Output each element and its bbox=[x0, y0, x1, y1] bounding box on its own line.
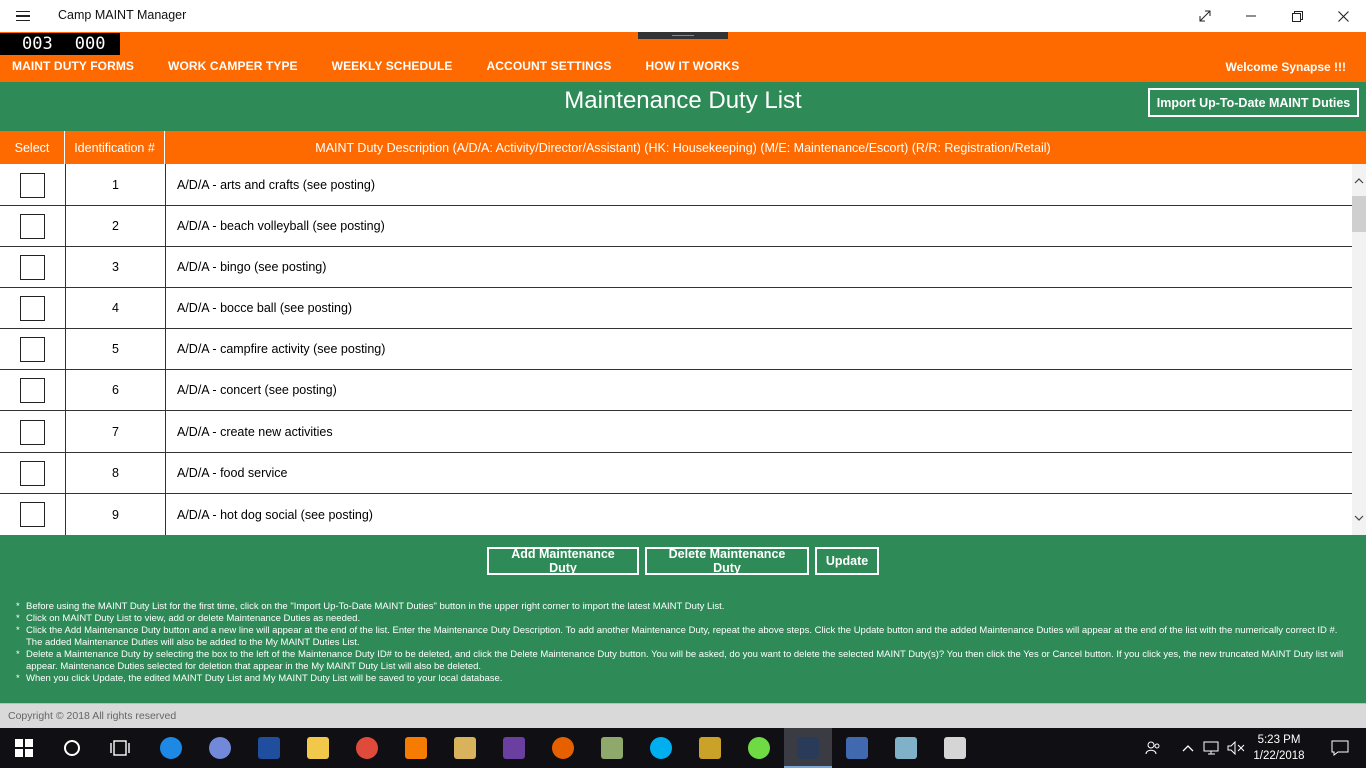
taskbar-app-photos-icon[interactable] bbox=[588, 728, 636, 768]
mail-icon bbox=[454, 737, 476, 759]
scroll-thumb[interactable] bbox=[1352, 196, 1366, 232]
instruction-item: * Click on MAINT Duty List to view, add or delete Maintenance Duties as needed. bbox=[16, 613, 1356, 625]
taskbar-clock[interactable] bbox=[1246, 732, 1312, 764]
table-scrollbar[interactable] bbox=[1352, 164, 1366, 535]
visual-studio-icon bbox=[503, 737, 525, 759]
title-bar bbox=[0, 0, 1366, 32]
notes-icon bbox=[895, 737, 917, 759]
header-bar bbox=[0, 32, 1366, 82]
row-checkbox[interactable] bbox=[20, 255, 45, 280]
row-id: 8 bbox=[66, 453, 166, 493]
camp-maint-icon bbox=[797, 737, 819, 759]
table-row bbox=[0, 494, 1352, 535]
actions-panel bbox=[0, 535, 1366, 703]
row-checkbox[interactable] bbox=[20, 173, 45, 198]
taskbar-app-tools-icon[interactable] bbox=[686, 728, 734, 768]
skype-icon bbox=[650, 737, 672, 759]
row-checkbox[interactable] bbox=[20, 420, 45, 445]
row-description: A/D/A - bingo (see posting) bbox=[177, 260, 327, 274]
fullscreen-icon[interactable] bbox=[1182, 0, 1228, 32]
row-description: A/D/A - food service bbox=[177, 466, 288, 480]
row-description: A/D/A - beach volleyball (see posting) bbox=[177, 219, 385, 233]
footer bbox=[0, 703, 1366, 728]
clock-date: 1/22/2018 bbox=[1253, 750, 1305, 762]
discord-icon bbox=[209, 737, 231, 759]
row-id: 1 bbox=[66, 164, 166, 205]
instruction-item: * Click the Add Maintenance Duty button and a new line will appear at the end of the list. Enter the Maintenance Duty Description. To add another Maintenance Duty, repeat the above steps. Click the Update button and the added Maintenance Duties will appear at the end of the list with the numerically correct ID #. The added Maintenance Duties will also be added to the My MAINT Duties List. bbox=[16, 625, 1356, 649]
row-description: A/D/A - campfire activity (see posting) bbox=[177, 342, 386, 356]
torch-icon bbox=[405, 737, 427, 759]
row-id: 6 bbox=[66, 370, 166, 410]
page-title: Maintenance Duty List bbox=[564, 87, 802, 114]
nav-maint-duty-forms[interactable]: MAINT DUTY FORMS bbox=[12, 59, 135, 73]
row-checkbox[interactable] bbox=[20, 214, 45, 239]
action-buttons bbox=[0, 547, 1366, 575]
edge-icon bbox=[160, 737, 182, 759]
taskbar-app-firefox-icon[interactable] bbox=[539, 728, 587, 768]
row-description: A/D/A - hot dog social (see posting) bbox=[177, 507, 373, 522]
taskbar-app-file-explorer-icon[interactable] bbox=[294, 728, 342, 768]
row-id: 2 bbox=[66, 206, 166, 246]
taskbar-app-vc-icon[interactable] bbox=[245, 728, 293, 768]
row-description: A/D/A - bocce ball (see posting) bbox=[177, 301, 353, 315]
nav-work-camper-type[interactable]: WORK CAMPER TYPE bbox=[168, 59, 298, 73]
row-id: 4 bbox=[66, 288, 166, 328]
row-checkbox[interactable] bbox=[20, 337, 45, 362]
row-description: A/D/A - concert (see posting) bbox=[177, 383, 337, 397]
upwork-icon bbox=[748, 737, 770, 759]
table-header bbox=[0, 131, 1366, 164]
header-description: MAINT Duty Description (A/D/A: Activity/Director/Assistant) (HK: Housekeeping) (M/E: Maintenance/Escort) (R/R: Registration/Retail) bbox=[315, 140, 1051, 155]
row-id: 7 bbox=[66, 411, 166, 452]
notifications-icon[interactable] bbox=[1318, 728, 1362, 768]
row-checkbox[interactable] bbox=[20, 296, 45, 321]
nav-weekly-schedule[interactable]: WEEKLY SCHEDULE bbox=[331, 59, 453, 73]
row-checkbox[interactable] bbox=[20, 378, 45, 403]
chrome-icon bbox=[356, 737, 378, 759]
taskbar-app-visual-studio-icon[interactable] bbox=[490, 728, 538, 768]
row-id: 9 bbox=[66, 494, 166, 535]
instruction-item: * When you click Update, the edited MAINT Duty List and My MAINT Duty List will be saved to your local database. bbox=[16, 673, 1356, 685]
header-id: Identification # bbox=[65, 131, 165, 164]
import-duties-button[interactable]: Import Up-To-Date MAINT Duties bbox=[1148, 88, 1359, 117]
vc-icon bbox=[258, 737, 280, 759]
nav-how-it-works[interactable]: HOW IT WORKS bbox=[645, 59, 740, 73]
taskbar bbox=[0, 728, 1366, 768]
table-row bbox=[0, 453, 1352, 494]
taskbar-app-upwork-icon[interactable] bbox=[735, 728, 783, 768]
table-row bbox=[0, 164, 1352, 206]
instructions-list bbox=[16, 601, 1356, 685]
table-row bbox=[0, 206, 1352, 247]
table-row bbox=[0, 247, 1352, 288]
scroll-down-icon[interactable] bbox=[1352, 509, 1366, 527]
table-row bbox=[0, 329, 1352, 370]
restore-icon[interactable] bbox=[1274, 0, 1320, 32]
network-pc-icon bbox=[846, 737, 868, 759]
welcome-text: Welcome Synapse !!! bbox=[1225, 60, 1346, 74]
photos-icon bbox=[601, 737, 623, 759]
table-row bbox=[0, 411, 1352, 453]
taskbar-app-torch-icon[interactable] bbox=[392, 728, 440, 768]
taskbar-app-network-pc-icon[interactable] bbox=[833, 728, 881, 768]
clock-time: 5:23 PM bbox=[1257, 734, 1301, 746]
copyright-text: Copyright © 2018 All rights reserved bbox=[8, 710, 177, 722]
nav-account-settings[interactable]: ACCOUNT SETTINGS bbox=[486, 59, 612, 73]
taskbar-app-edge-icon[interactable] bbox=[147, 728, 195, 768]
tools-icon bbox=[699, 737, 721, 759]
main-nav bbox=[0, 59, 773, 75]
hamburger-menu-icon[interactable] bbox=[10, 6, 36, 26]
header-select: Select bbox=[0, 131, 65, 164]
delete-duty-button[interactable]: Delete Maintenance Duty bbox=[645, 547, 809, 575]
network-icon[interactable] bbox=[1200, 728, 1224, 768]
file-explorer-icon bbox=[307, 737, 329, 759]
taskbar-app-chrome-icon[interactable] bbox=[343, 728, 391, 768]
table-row bbox=[0, 370, 1352, 411]
title-band bbox=[0, 82, 1366, 131]
counter-left: 003 bbox=[22, 34, 53, 54]
chevron-up-icon[interactable] bbox=[1178, 728, 1198, 768]
taskbar-app-discord-icon[interactable] bbox=[196, 728, 244, 768]
drag-handle[interactable] bbox=[638, 32, 728, 39]
paint-icon bbox=[944, 737, 966, 759]
row-description: A/D/A - arts and crafts (see posting) bbox=[177, 177, 375, 192]
update-button[interactable]: Update bbox=[815, 547, 879, 575]
duty-table-body bbox=[0, 164, 1352, 535]
counter-right: 000 bbox=[74, 34, 106, 54]
taskbar-app-notes-icon[interactable] bbox=[882, 728, 930, 768]
task-view-icon[interactable] bbox=[96, 728, 144, 768]
row-description: A/D/A - create new activities bbox=[177, 424, 333, 439]
close-icon[interactable] bbox=[1320, 0, 1366, 32]
row-id: 5 bbox=[66, 329, 166, 369]
row-id: 3 bbox=[66, 247, 166, 287]
people-icon[interactable] bbox=[1140, 728, 1166, 768]
taskbar-app-camp-maint-icon[interactable] bbox=[784, 728, 832, 768]
start-icon[interactable] bbox=[0, 728, 48, 768]
row-checkbox[interactable] bbox=[20, 502, 45, 527]
app-title: Camp MAINT Manager bbox=[58, 8, 187, 22]
row-checkbox[interactable] bbox=[20, 461, 45, 486]
taskbar-app-paint-icon[interactable] bbox=[931, 728, 979, 768]
taskbar-app-skype-icon[interactable] bbox=[637, 728, 685, 768]
instruction-item: * Delete a Maintenance Duty by selecting the box to the left of the Maintenance Duty ID# to be deleted, and click the Delete Maintenance Duty button. You will be asked, do you want to delete the selected MAINT Duty(s)? You then click the Yes or Cancel button. If you click yes, the new truncated MAINT Duty list will appear. Maintenance Duties selected for deletion that appear in the My MAINT Duty List will also be deleted. bbox=[16, 649, 1356, 673]
counter-display bbox=[0, 33, 120, 55]
table-row bbox=[0, 288, 1352, 329]
minimize-icon[interactable] bbox=[1228, 0, 1274, 32]
firefox-icon bbox=[552, 737, 574, 759]
cortana-icon[interactable] bbox=[48, 728, 96, 768]
add-duty-button[interactable]: Add Maintenance Duty bbox=[487, 547, 639, 575]
instruction-item: * Before using the MAINT Duty List for the first time, click on the "Import Up-To-Date MAINT Duties" button in the upper right corner to import the latest MAINT Duty List. bbox=[16, 601, 1356, 613]
taskbar-app-mail-icon[interactable] bbox=[441, 728, 489, 768]
scroll-up-icon[interactable] bbox=[1352, 172, 1366, 190]
volume-muted-icon[interactable] bbox=[1224, 728, 1248, 768]
